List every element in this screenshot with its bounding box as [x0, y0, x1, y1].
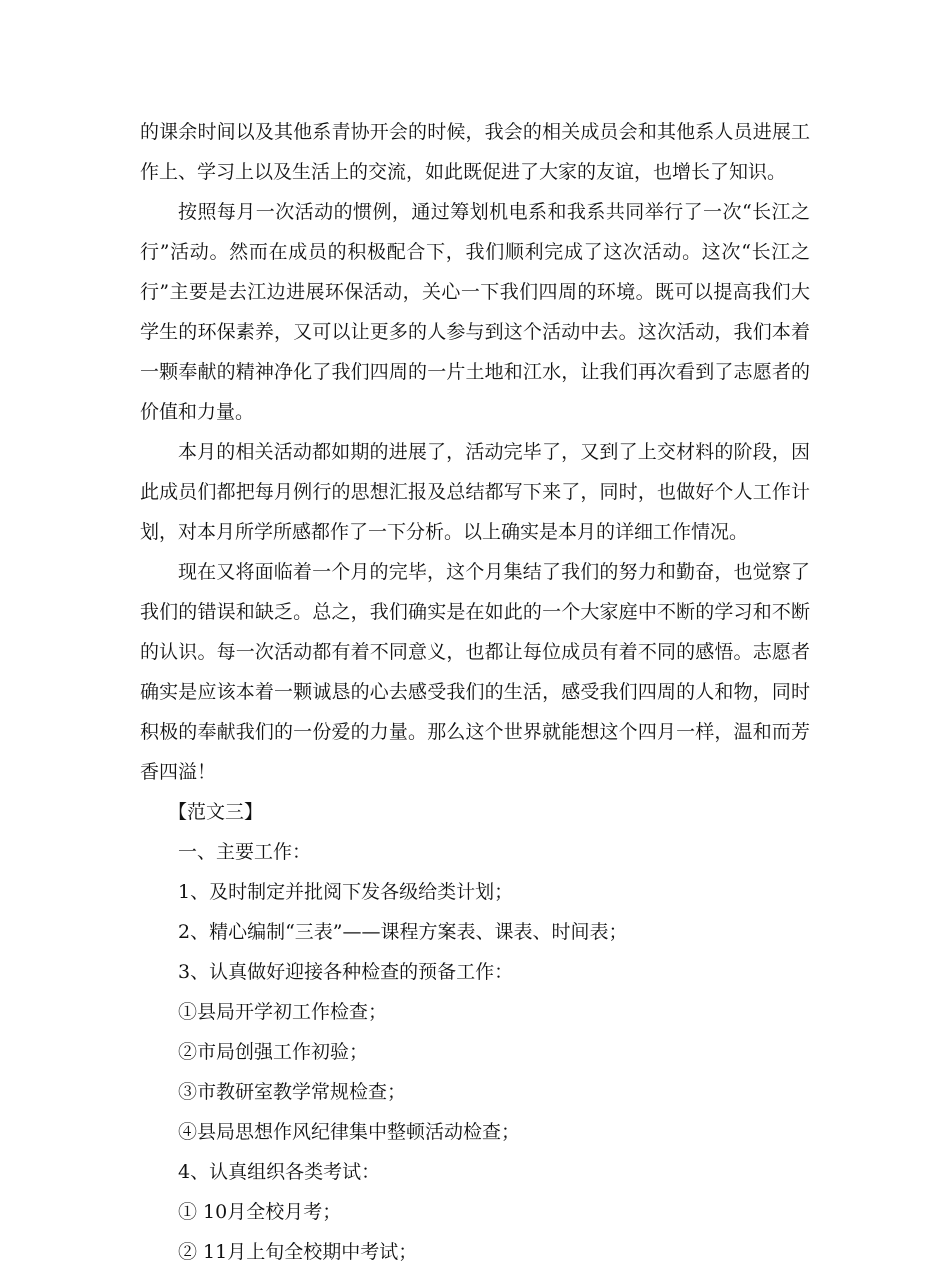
paragraph-monthly-summary: 本月的相关活动都如期的进展了，活动完毕了，又到了上交材料的阶段，因此成员们都把每月例行的思想汇报及总结都写下来了，同时，也做好个人工作计划，对本月所学所感都作了一下分析。以上确实是本月的详细工作情况。 — [140, 441, 810, 543]
section-heading: 【范文三】 — [168, 801, 264, 823]
list-item: 4、认真组织各类考试： — [178, 1161, 381, 1183]
list-item: ③市教研室教学常规检查； — [178, 1081, 407, 1103]
paragraph-continuation: 的课余时间以及其他系青协开会的时候，我会的相关成员会和其他系人员进展工作上、学习上以及生活上的交流，如此既促进了大家的友谊，也增长了知识。 — [140, 121, 810, 183]
list-item: 2、精心编制“三表”——课程方案表、课表、时间表； — [178, 921, 628, 943]
list-item: 一、主要工作： — [178, 841, 312, 863]
list-item: 3、认真做好迎接各种检查的预备工作： — [178, 961, 514, 983]
paragraph-closing-reflection: 现在又将面临着一个月的完毕，这个月集结了我们的努力和勤奋，也觉察了我们的错误和缺乏。总之，我们确实是在如此的一个大家庭中不断的学习和不断的认识。每一次活动都有着不同意义，也都让每位成员有着不同的感悟。志愿者确实是应该本着一颗诚恳的心去感受我们的生活，感受我们四周的人和物，同时积极的奉献我们的一份爱的力量。那么这个世界就能想这个四月一样，温和而芳香四溢！ — [140, 561, 810, 783]
list-item: ② 11月上旬全校期中考试； — [178, 1241, 418, 1263]
list-item: 1、及时制定并批阅下发各级给类计划； — [178, 881, 514, 903]
list-item: ④县局思想作风纪律集中整顿活动检查； — [178, 1121, 521, 1143]
list-item: ① 10月全校月考； — [178, 1201, 342, 1223]
list-item: ①县局开学初工作检查； — [178, 1001, 388, 1023]
paragraph-changjiang-activity: 按照每月一次活动的惯例，通过筹划机电系和我系共同举行了一次“长江之行”活动。然而在成员的积极配合下，我们顺利完成了这次活动。这次“长江之行”主要是去江边进展环保活动，关心一下我们四周的环境。既可以提高我们大学生的环保素养，又可以让更多的人参与到这个活动中去。这次活动，我们本着一颗奉献的精神净化了我们四周的一片土地和江水，让我们再次看到了志愿者的价值和力量。 — [140, 201, 810, 423]
list-item: ②市局创强工作初验； — [178, 1041, 369, 1063]
document-body — [140, 112, 810, 1272]
